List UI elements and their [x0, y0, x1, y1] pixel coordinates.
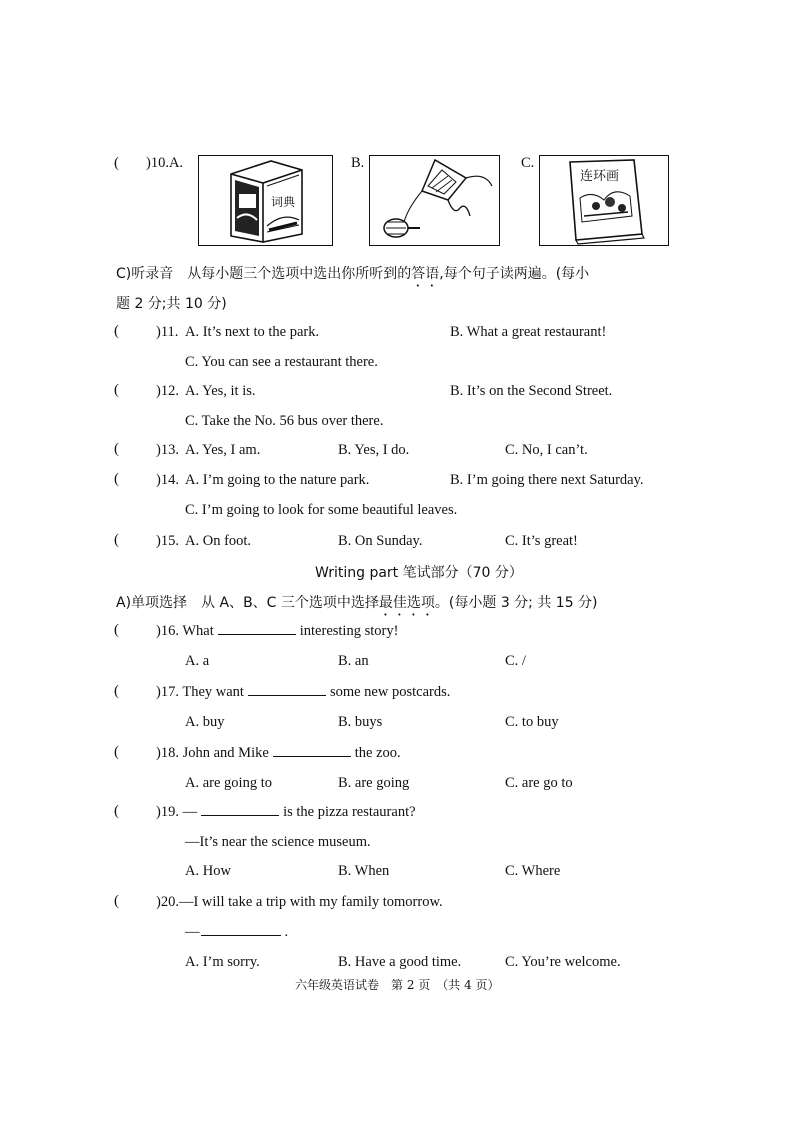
option-20a: A. I’m sorry. — [185, 954, 260, 970]
option-12b: B. It’s on the Second Street. — [450, 383, 613, 399]
option-10b-label: B. — [351, 155, 365, 171]
blank-19[interactable] — [201, 814, 279, 816]
option-20b: B. Have a good time. — [338, 954, 462, 970]
blank-16[interactable] — [218, 633, 296, 635]
option-14c: C. I’m going to look for some beautiful leaves. — [185, 502, 458, 518]
question-15-number: )15. — [156, 533, 179, 549]
answer-paren-17[interactable]: ( — [114, 683, 119, 699]
option-17a: A. buy — [185, 714, 225, 730]
option-17c: C. to buy — [505, 714, 559, 730]
option-18a: A. are going to — [185, 775, 272, 791]
answer-paren-18[interactable]: ( — [114, 744, 119, 760]
option-14a: A. I’m going to the nature park. — [185, 472, 370, 488]
dictionary-picture — [198, 155, 333, 246]
option-19a: A. How — [185, 863, 231, 879]
answer-paren-11[interactable]: ( — [114, 323, 119, 339]
writing-part-title: Writing part 笔试部分（70 分） — [315, 565, 523, 581]
answer-paren-16[interactable]: ( — [114, 622, 119, 638]
option-15b: B. On Sunday. — [338, 533, 423, 549]
question-13-number: )13. — [156, 442, 179, 458]
option-11b: B. What a great restaurant! — [450, 324, 607, 340]
option-20c: C. You’re welcome. — [505, 954, 621, 970]
section-a-title: A)单项选择 从 A、B、C 三个选项中选择最佳选项。(每小题 3 分; 共 15 分) — [116, 595, 598, 611]
question-12-number: )12. — [156, 383, 179, 399]
option-18b: B. are going — [338, 775, 410, 791]
blank-17[interactable] — [248, 694, 326, 696]
question-16-stem: )16. What interesting story! — [156, 623, 399, 639]
page-footer: 六年级英语试卷 第 2 页 （共 4 页） — [295, 978, 500, 992]
option-19c: C. Where — [505, 863, 561, 879]
section-c-title: C)听录音 从每小题三个选项中选出你所听到的答语,每个句子读两遍。(每小 — [116, 266, 590, 282]
question-20-stem: )20.—I will take a trip with my family tomorrow. — [156, 894, 443, 910]
option-11a: A. It’s next to the park. — [185, 324, 320, 340]
option-12a: A. Yes, it is. — [185, 383, 256, 399]
option-17b: B. buys — [338, 714, 383, 730]
option-15c: C. It’s great! — [505, 533, 578, 549]
question-18-stem: )18. John and Mike the zoo. — [156, 745, 401, 761]
answer-paren-14[interactable]: ( — [114, 471, 119, 487]
option-16c: C. / — [505, 653, 526, 669]
question-20-reply: — . — [185, 924, 289, 940]
answer-paren-19[interactable]: ( — [114, 803, 119, 819]
kite-picture — [369, 155, 500, 246]
question-19-reply: —It’s near the science museum. — [185, 834, 371, 850]
section-c-emphasis: 答语 — [411, 266, 440, 282]
option-13c: C. No, I can’t. — [505, 442, 588, 458]
blank-18[interactable] — [273, 755, 351, 757]
blank-20[interactable] — [201, 934, 281, 936]
section-c-title-line2: 题 2 分;共 10 分) — [116, 296, 227, 312]
answer-paren-20[interactable]: ( — [114, 893, 119, 909]
comic-book-label: 连环画 — [580, 169, 620, 184]
option-16a: A. a — [185, 653, 210, 669]
option-18c: C. are go to — [505, 775, 573, 791]
dictionary-label: 词典 — [271, 195, 296, 209]
option-16b: B. an — [338, 653, 369, 669]
comic-book-picture — [539, 155, 669, 246]
question-11-number: )11. — [156, 324, 179, 340]
question-10-number: )10.A. — [146, 155, 184, 171]
answer-paren-15[interactable]: ( — [114, 532, 119, 548]
option-13a: A. Yes, I am. — [185, 442, 261, 458]
option-15a: A. On foot. — [185, 533, 252, 549]
option-11c: C. You can see a restaurant there. — [185, 354, 378, 370]
option-14b: B. I’m going there next Saturday. — [450, 472, 644, 488]
answer-paren-10[interactable]: ( — [114, 155, 119, 171]
section-a-emphasis: 最佳选项 — [378, 595, 435, 611]
option-19b: B. When — [338, 863, 390, 879]
question-14-number: )14. — [156, 472, 179, 488]
question-17-stem: )17. They want some new postcards. — [156, 684, 451, 700]
option-13b: B. Yes, I do. — [338, 442, 410, 458]
answer-paren-13[interactable]: ( — [114, 441, 119, 457]
option-10c-label: C. — [521, 155, 535, 171]
question-19-stem: )19. — is the pizza restaurant? — [156, 804, 416, 820]
option-12c: C. Take the No. 56 bus over there. — [185, 413, 384, 429]
answer-paren-12[interactable]: ( — [114, 382, 119, 398]
